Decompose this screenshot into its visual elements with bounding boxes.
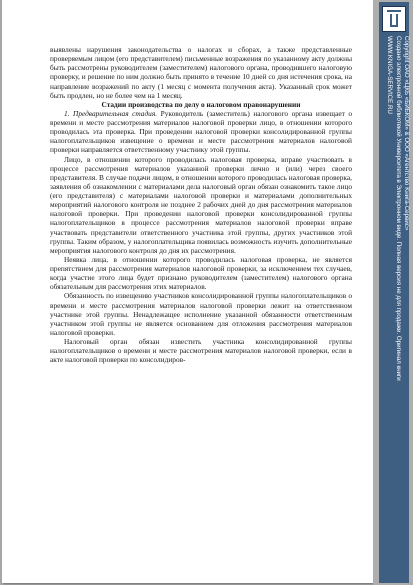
library-logo-icon — [382, 6, 406, 32]
paragraph-7: Налоговый орган обязан известить участника консолидированной группы налогоплательщиков о времени и месте рассмотрения материалов налоговой проверки, если в акте налоговой проверки по консолидиров- — [50, 337, 352, 365]
paragraph-6: Обязанность по извещению участников консолидированной группы налогоплательщиков о времени и месте рассмотрения материалов налоговой проверки лежит на ответственном участнике этой группы. Ненадлежащее исполнение указанной обязанности ответственным участником этой группы не является основанием для отложения рассмотрения материалов налоговой проверки. — [50, 291, 352, 337]
paragraph-lead: 1. Предварительная стадия. — [64, 108, 158, 118]
section-heading: Стадии производства по делу о налоговом правонарушении — [101, 99, 301, 109]
watermark-text — [376, 36, 410, 566]
document-page — [2, 0, 373, 583]
watermark-line-1: Copyright ОАО «ЦКБ «БИБКОМ» & ООО «Aгентство Kнига-Cервис» — [403, 36, 410, 231]
watermark-line-3: WWW.KNIGA-SERVICE.RU — [386, 36, 394, 114]
paragraph-3 — [50, 109, 352, 155]
paragraph-1: выявлены нарушения законодательства о налогах и сборах, а также представленные проверяемым лицом (его представителем) письменные возражения по указанному акту должны быть рассмотрены руководителем (заместителем) налогового органа, проводившего налоговую проверку, и решение по ним должно быть принято в течение 10 дней со дня истечения срока, на направление возражений по акту (1 месяц с момента получения акта). Указанный срок может быть продлен, но не более чем на 1 месяц. — [50, 45, 352, 100]
paragraph-4: Лицо, в отношении которого проводилась налоговая проверка, вправе участвовать в процессе рассмотрения материалов указанной проверки лично и (или) через своего представителя. В случае подачи лицом, в отношении которого проводилась налоговая проверка, заявления об ознакомлении с материалами дела налоговый орган обязан ознакомить такое лицо (его представителя) с материалами налоговой проверки и материалами дополнительных мероприятий налогового контроля не позднее 2 рабочих дней до дня рассмотрения материалов налоговой проверки. При проведении налоговой проверки консолидированной группы налогоплательщиков в процессе рассмотрения материалов налоговой проверки вправе участвовать представители ответственного участника этой группы, других участников этой группы. Таким образом, у налогоплательщика появилась возможность изучить дополнительные мероприятия налогового контроля до дня их рассмотрения. — [50, 154, 352, 255]
watermark-line-2: Создано электронной библиотекой Университета в Электронном виде. Полная версия не для продажи. Оригинал книги — [394, 36, 402, 381]
page-text — [50, 45, 352, 364]
paragraph-3-body: Руководитель (заместитель) налогового органа извещает о времени и месте рассмотрения материалов налоговой проверки лицо, в отношении которого проводилась эта проверка. При проведении налоговой проверки консолидированной группы налогоплательщиков извещение о времени и месте рассмотрения материалов налоговой проверки направляется ответственному участнику этой группы. — [50, 108, 353, 155]
paragraph-5: Неявка лица, в отношении которого проводилась налоговая проверка, не является препятствием для рассмотрения материалов налоговой проверки, за исключением тех случаев, когда участие этого лица будет признано руководителем (заместителем) налогового органа обязательным для рассмотрения этих материалов. — [50, 254, 352, 292]
